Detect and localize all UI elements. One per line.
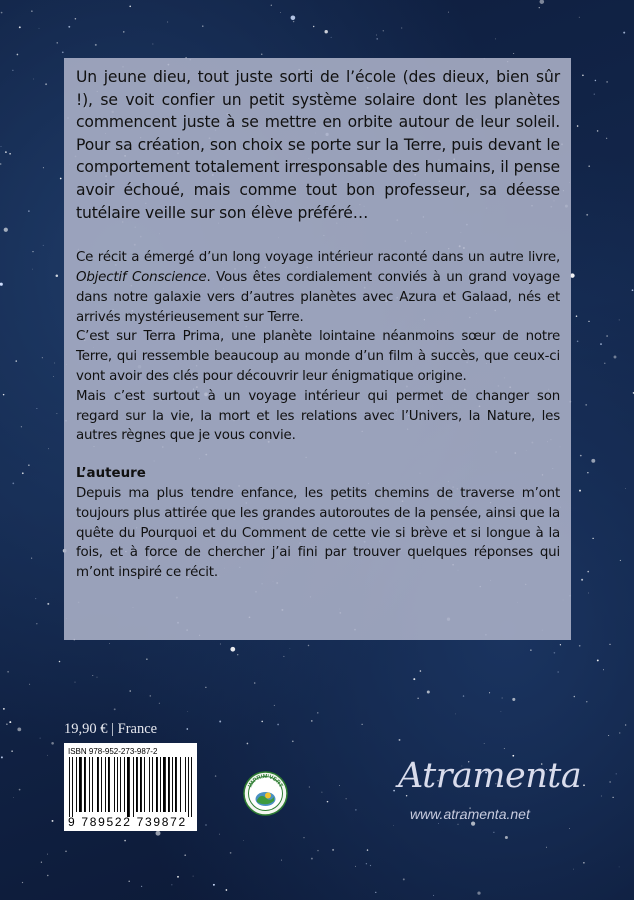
star [530, 649, 531, 650]
star [608, 735, 609, 736]
book-title-reference: Objectif Conscience [76, 269, 207, 285]
star [74, 682, 75, 683]
star [619, 732, 620, 733]
star [3, 394, 5, 396]
star [317, 712, 318, 713]
star [153, 44, 154, 45]
star [504, 748, 505, 749]
star [0, 283, 3, 286]
star [366, 863, 367, 864]
star [417, 698, 418, 699]
star [17, 54, 19, 56]
star [159, 703, 160, 704]
star [1, 756, 3, 758]
star [205, 687, 206, 688]
barcode-bar [84, 757, 86, 812]
barcode-bar [120, 757, 121, 812]
star [303, 837, 304, 838]
star [16, 360, 17, 361]
star [586, 701, 587, 702]
star [546, 847, 547, 848]
barcode-bar [168, 757, 170, 812]
star [495, 39, 496, 40]
star [489, 692, 490, 693]
star [281, 860, 282, 861]
star [587, 571, 589, 573]
star [290, 648, 291, 649]
intro-paragraph: Un jeune dieu, tout juste sorti de l’école (des dieux, bien sûr !), se voit confier un petit système solaire dont les planètes commencent juste à se mettre en orbite autour de leur soleil. Pour sa création, son choix se porte sur la Terre, puis devant le comportement totalement irresponsable des humains, il pense avoir échoué, mais comme tout bon professeur, sa déesse tutélaire veille sur son élève préféré… [76, 68, 560, 222]
star [5, 151, 7, 153]
star [539, 7, 540, 8]
barcode-bar [105, 757, 106, 812]
star [12, 483, 14, 485]
star [47, 755, 48, 756]
star [606, 138, 607, 139]
star [401, 28, 402, 29]
star [59, 661, 61, 663]
star [623, 32, 625, 34]
barcode-image [68, 757, 193, 817]
star [205, 824, 206, 825]
star [583, 862, 585, 864]
star [31, 558, 32, 559]
star [39, 28, 40, 29]
star [167, 22, 168, 23]
star [7, 671, 9, 673]
star [75, 18, 77, 20]
star [43, 245, 44, 246]
star [156, 831, 161, 836]
barcode-bar [89, 757, 90, 812]
star [370, 865, 371, 866]
star [1, 12, 3, 14]
star [355, 866, 356, 867]
star [321, 792, 322, 793]
star [22, 472, 24, 474]
barcode-bar [114, 757, 115, 812]
star [1, 146, 2, 147]
star [505, 836, 508, 839]
star [433, 895, 434, 896]
star [308, 645, 309, 646]
star [32, 269, 33, 270]
star [582, 74, 584, 76]
star [114, 708, 116, 710]
star [604, 363, 605, 364]
star [554, 652, 556, 654]
star [606, 81, 608, 83]
star [588, 321, 589, 322]
star [393, 825, 394, 826]
barcode-bar [163, 757, 166, 812]
star [558, 672, 559, 673]
barcode-bar [185, 757, 186, 812]
star [311, 858, 313, 860]
star [580, 455, 582, 457]
barcode-bar [76, 757, 77, 812]
barcode-bar [127, 757, 130, 817]
star [202, 25, 203, 26]
star [56, 274, 59, 277]
star [51, 742, 54, 745]
star [484, 743, 485, 744]
author-bio: Depuis ma plus tendre enfance, les petits chemins de traverse m’ont toujours plus attirée que les grandes autoroutes de la pensée, ainsi que la quête du Pourquoi et du Comment de cette vie si brève et si longue à la fois, et à force de chercher j’ai fini par trouver quelques réponses qui m’ont inspiré ce récit. [76, 485, 560, 581]
star [324, 30, 327, 33]
star [19, 26, 21, 28]
star [581, 579, 583, 581]
star [95, 44, 97, 46]
barcode-bar [160, 757, 161, 812]
star [213, 884, 215, 886]
barcode-bar [149, 757, 150, 812]
star [332, 849, 334, 851]
star [597, 659, 599, 661]
star [339, 785, 340, 786]
star [219, 721, 221, 723]
star [513, 53, 514, 54]
star [57, 42, 58, 43]
barcode-bar [69, 757, 70, 817]
star [355, 809, 356, 810]
star [493, 832, 494, 833]
star [31, 10, 32, 11]
star [293, 21, 294, 22]
star [413, 678, 415, 680]
star [600, 343, 602, 345]
star [219, 834, 220, 835]
isbn-barcode-block [64, 743, 197, 831]
barcode-bar [180, 757, 181, 812]
star [311, 720, 313, 722]
star [609, 781, 610, 782]
star [512, 698, 515, 701]
star [226, 889, 228, 891]
star [455, 714, 456, 715]
star [280, 12, 281, 13]
barcode-bar [156, 757, 158, 812]
star [123, 31, 124, 32]
star [41, 862, 42, 863]
star [52, 820, 54, 822]
star [150, 695, 152, 697]
star [393, 790, 395, 792]
star [0, 163, 1, 165]
star [53, 376, 54, 377]
star [141, 886, 142, 887]
star [42, 357, 43, 358]
star [399, 739, 401, 741]
barcode-bar [133, 757, 134, 817]
barcode-bar [97, 757, 99, 812]
star [36, 623, 37, 624]
star [56, 413, 57, 414]
barcode-bar [152, 757, 153, 812]
star [45, 83, 47, 85]
barcode-bar [92, 757, 93, 812]
star [292, 740, 294, 742]
barcode-bar [79, 757, 82, 812]
star [21, 426, 22, 427]
star [97, 677, 98, 678]
star [601, 795, 602, 796]
star [375, 892, 376, 893]
svg-text:IMPRIM'VERT: IMPRIM'VERT [247, 773, 284, 789]
star [606, 335, 608, 337]
star [586, 214, 588, 216]
star [6, 723, 8, 725]
star [48, 448, 49, 449]
star [254, 682, 256, 684]
ean-digits: 9 789522 739872 [68, 815, 187, 829]
star [47, 854, 48, 855]
star [594, 94, 595, 95]
star [13, 797, 14, 798]
star [573, 869, 574, 870]
barcode-bar [172, 757, 173, 812]
star [588, 593, 589, 594]
star [32, 251, 33, 252]
barcode-bar [124, 757, 125, 812]
barcode-bar [175, 757, 177, 812]
star [613, 797, 614, 798]
star [9, 153, 11, 155]
star [317, 850, 318, 851]
star [616, 773, 617, 774]
star [129, 690, 131, 692]
star [579, 645, 581, 647]
star [28, 465, 29, 466]
star [22, 882, 23, 883]
star [109, 643, 110, 644]
star [585, 404, 587, 406]
price-label: 19,90 € | France [64, 721, 158, 737]
star [540, 0, 545, 4]
star [124, 840, 126, 842]
star [28, 210, 29, 211]
star [230, 852, 232, 854]
star [620, 560, 621, 561]
star [577, 125, 579, 127]
star [463, 695, 464, 696]
blurb-panel [64, 58, 571, 640]
star [35, 598, 36, 599]
star [271, 5, 272, 6]
star [579, 17, 580, 18]
barcode-bar [191, 757, 192, 817]
star [220, 644, 221, 645]
star [68, 26, 70, 28]
star [274, 705, 275, 706]
star [367, 849, 368, 850]
star [574, 696, 576, 698]
star [501, 711, 502, 712]
star [383, 30, 384, 31]
star [583, 784, 585, 786]
star [62, 51, 64, 53]
star [619, 867, 620, 868]
star [146, 659, 147, 660]
star [327, 801, 329, 803]
publisher-logo: Atramenta [398, 756, 582, 796]
star [243, 840, 244, 841]
star [19, 789, 21, 791]
star [591, 459, 595, 463]
star [595, 80, 596, 81]
star [603, 669, 604, 670]
star [193, 876, 194, 877]
barcode-bar [140, 757, 142, 812]
star [187, 711, 188, 712]
story-paragraph [76, 248, 560, 327]
barcode-bar [101, 757, 102, 812]
star [362, 724, 363, 725]
publisher-url: www.atramenta.net [410, 806, 530, 822]
star [237, 654, 238, 655]
star [11, 750, 13, 752]
star [331, 37, 332, 38]
star [632, 289, 634, 291]
star [3, 708, 5, 710]
barcode-bar [188, 757, 189, 817]
star [29, 684, 30, 685]
star [65, 850, 67, 852]
star [277, 724, 279, 726]
star [376, 38, 378, 40]
star [597, 130, 599, 132]
star [588, 165, 590, 167]
isbn-label: ISBN 978-952-273-987-2 [68, 747, 158, 756]
barcode-bar [136, 757, 138, 812]
star [313, 26, 314, 27]
barcode-bar [144, 757, 145, 812]
star [579, 490, 581, 492]
star [420, 670, 422, 672]
star [291, 15, 296, 20]
star [587, 472, 588, 473]
inner-journey-paragraph: Mais c’est surtout à un voyage intérieur qui permet de changer son regard sur la vie, la mort et les relations avec l’Univers, la Nature, les autres règnes que je vous convie. [76, 388, 560, 444]
star [43, 167, 44, 168]
star [171, 884, 172, 885]
star [577, 341, 579, 343]
barcode-bar [117, 757, 118, 812]
star [60, 178, 62, 180]
star [9, 721, 11, 723]
star [17, 728, 21, 732]
star [184, 854, 186, 856]
star [92, 675, 93, 676]
star [47, 875, 48, 876]
star [47, 603, 49, 605]
story-text-start: Ce récit a émergé d’un long voyage intérieur raconté dans un autre livre, [76, 250, 560, 266]
star [609, 644, 610, 645]
star [177, 876, 179, 878]
star [376, 35, 377, 36]
star [625, 724, 626, 725]
star [619, 319, 620, 320]
star [261, 721, 263, 723]
star [129, 6, 131, 8]
star [569, 828, 570, 829]
star [12, 70, 13, 71]
barcode-bar [108, 757, 110, 812]
star [283, 656, 284, 657]
author-heading: L’auteure [76, 466, 146, 482]
barcode-bar [72, 757, 73, 817]
star [261, 54, 262, 55]
star [560, 644, 561, 645]
star [36, 408, 37, 409]
star [427, 691, 430, 694]
star [346, 798, 347, 799]
star [448, 12, 449, 13]
star [40, 738, 41, 739]
star [215, 775, 216, 776]
star [309, 786, 310, 787]
star [576, 315, 578, 317]
imprimvert-seal-icon [243, 771, 288, 816]
terra-prima-paragraph: C’est sur Terra Prima, une planète lointaine néanmoins sœur de notre Terre, qui ressemble beaucoup au monde d’un film à succès, que ceux-ci vont avoir des clés pour découvrir leur énigmatique origine. [76, 329, 560, 384]
star [230, 647, 235, 652]
star [502, 698, 503, 699]
star [592, 538, 593, 539]
star [614, 356, 617, 359]
star [4, 228, 8, 232]
star [128, 880, 130, 882]
star [625, 488, 626, 489]
star [33, 79, 34, 80]
story-text-end: . Vous êtes cordialement conviés à un grand voyage dans notre galaxie vers d’autres planètes avec Azura et Galaad, nés et arrivés mystérieusement sur Terre. [76, 269, 560, 325]
star [54, 363, 55, 364]
star [247, 743, 249, 745]
star [477, 891, 480, 894]
star [403, 878, 405, 880]
